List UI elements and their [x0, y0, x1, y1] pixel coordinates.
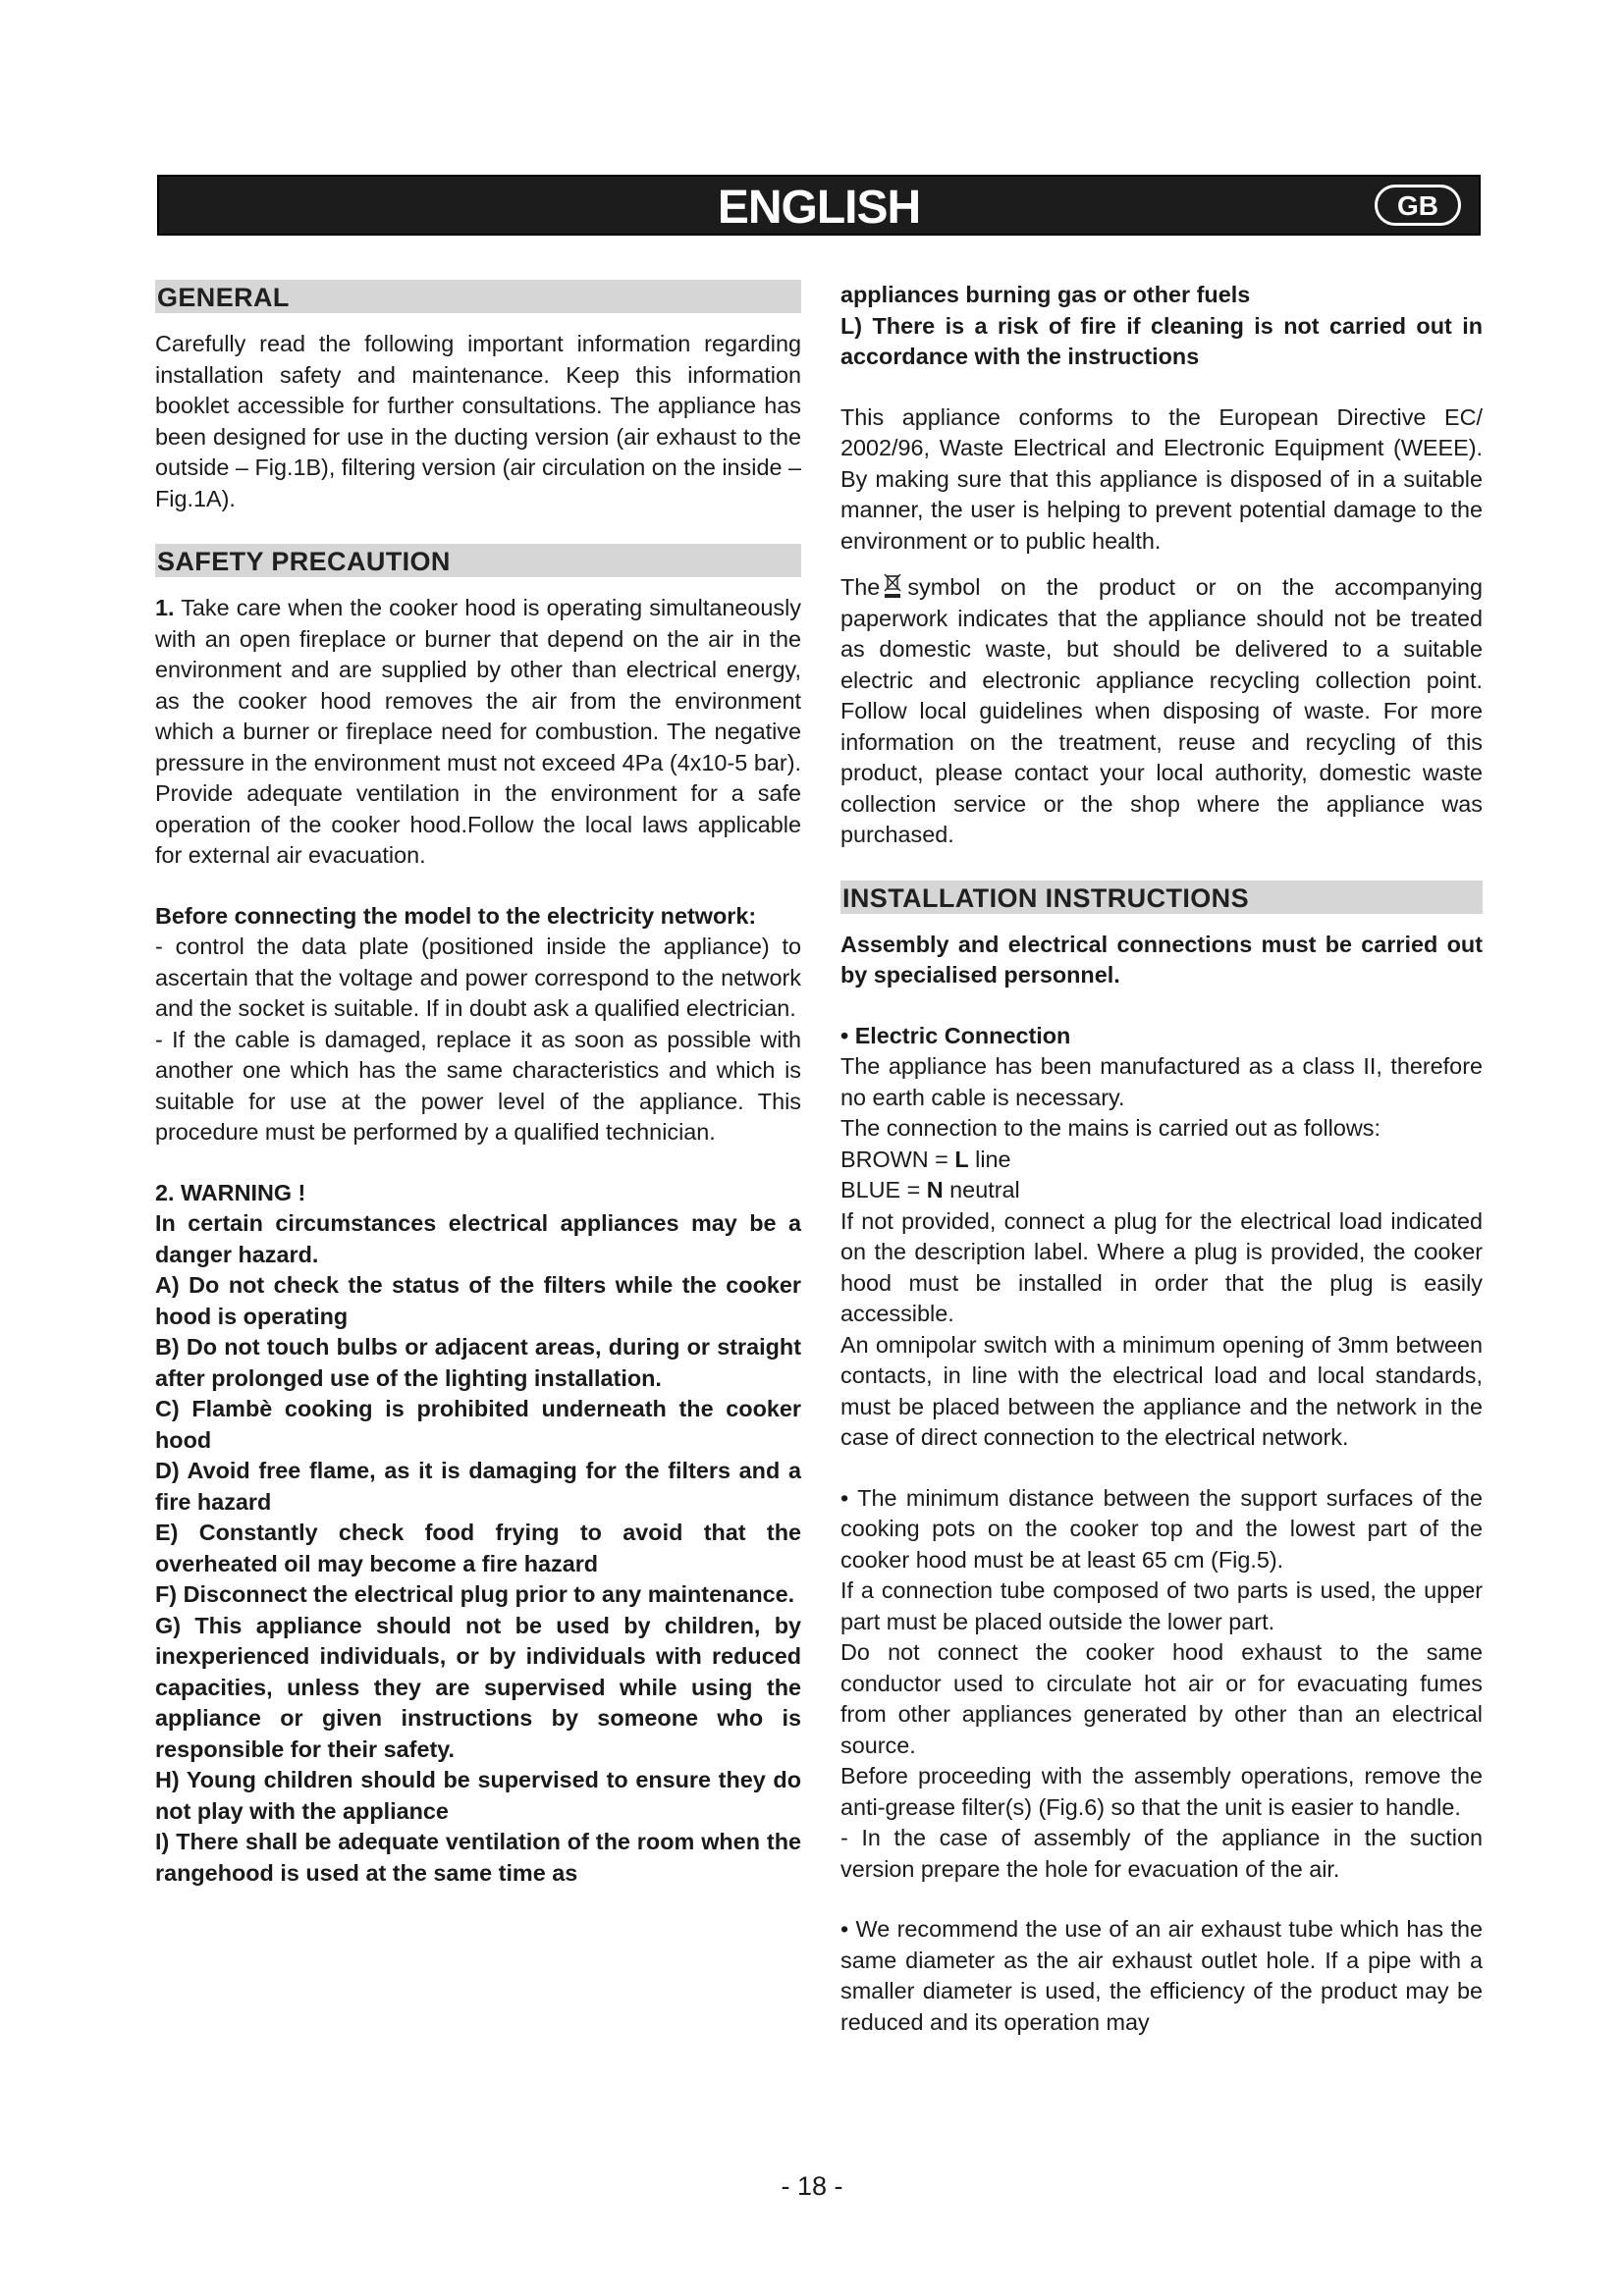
warning-continuation: appliances burning gas or other fuels	[840, 282, 1251, 307]
wire-role: neutral	[943, 1177, 1020, 1202]
left-column	[155, 280, 801, 1889]
symbol-text: symbol on the product or on the accompanying paperwork indicates that the appliance should not be treated as domestic waste, but should be delivered to a suitable electric and electronic appliance recycling collection point. Follow local guidelines when disposing of waste. For more information on the treatment, reuse and recycling of this product, please contact your local authority, domestic waste collection service or the shop where the appliance was purchased.	[840, 574, 1483, 847]
country-badge: GB	[1375, 185, 1461, 226]
assembly-notice: Assembly and electrical connections must be carried out by specialised personnel.	[840, 931, 1483, 988]
banner-title: ENGLISH	[717, 182, 921, 234]
section-header-safety: SAFETY PRECAUTION	[155, 544, 801, 577]
wire-letter: N	[926, 1177, 944, 1202]
symbol-prefix: The	[840, 574, 881, 600]
warning-item: G) This appliance should not be used by children, by inexperienced individuals, or by individuals with reduced capacities, unless they are supervised while using the appliance or given instructions by someone who is responsible for their safety.	[155, 1612, 801, 1762]
warning-item: A) Do not check the status of the filters while the cooker hood is operating	[155, 1272, 801, 1329]
warning-item: B) Do not touch bulbs or adjacent areas, during or straight after prolonged use of the lighting installation.	[155, 1334, 801, 1391]
wire-label: BROWN =	[840, 1146, 955, 1172]
warning-item: D) Avoid free flame, as it is damaging for the filters and a fire hazard	[155, 1458, 801, 1515]
distance-paragraph: If a connection tube composed of two parts is used, the upper part must be placed outside the lower part.	[840, 1577, 1483, 1634]
warning-item: C) Flambè cooking is prohibited underneath the cooker hood	[155, 1396, 801, 1453]
warning-item: F) Disconnect the electrical plug prior to any maintenance.	[155, 1581, 795, 1607]
safety-number: 1.	[155, 595, 175, 620]
page-number: - 18 -	[781, 2171, 843, 2201]
language-banner	[157, 175, 1481, 236]
section-header-installation: INSTALLATION INSTRUCTIONS	[840, 881, 1483, 914]
electric-paragraph: The appliance has been manufactured as a class II, therefore no earth cable is necessary.	[840, 1053, 1483, 1110]
warning-item: E) Constantly check food frying to avoid that the overheated oil may become a fire hazard	[155, 1520, 801, 1576]
weee-symbol-paragraph	[840, 572, 1483, 851]
distance-paragraph: • The minimum distance between the support surfaces of the cooking pots on the cooker top and the lowest part of the cooker hood must be at least 65 cm (Fig.5).	[840, 1484, 1483, 1573]
distance-paragraph: - In the case of assembly of the appliance in the suction version prepare the hole for evacuation of the air.	[840, 1825, 1483, 1882]
before-connecting-item: - If the cable is damaged, replace it as soon as possible with another one which has the same characteristics and which is suitable for use at the power level of the appliance. This procedure must be performed by a qualified technician.	[155, 1026, 801, 1145]
general-paragraph: Carefully read the following important information regarding installation safety and maintenance. Keep this information booklet accessible for further consultations. The appliance has been designed for use in the ducting version (air exhaust to the outside – Fig.1B), filtering version (air circulation on the inside – Fig.1A).	[155, 331, 801, 511]
before-connecting-item: - control the data plate (positioned inside the appliance) to ascertain that the voltage and power correspond to the network and the socket is suitable. If in doubt ask a qualified electrician.	[155, 934, 801, 1021]
electric-paragraph: The connection to the mains is carried out as follows:	[840, 1115, 1380, 1141]
electric-paragraph: If not provided, connect a plug for the electrical load indicated on the description label. Where a plug is provided, the cooker hood must be installed in order that the plug is easily accessible.	[840, 1207, 1483, 1326]
wire-role: line	[968, 1146, 1011, 1172]
weee-paragraph: This appliance conforms to the European Directive EC/ 2002/96, Waste Electrical and Electronic Equipment (WEEE). By making sure that this appliance is disposed of in a suitable manner, the user is helping to prevent potential damage to the environment or to public health.	[840, 403, 1483, 554]
distance-paragraph: Do not connect the cooker hood exhaust to the same conductor used to circulate hot air or for evacuating fumes from other appliances generated by other than an electrical source.	[840, 1639, 1483, 1758]
wire-letter: L	[954, 1146, 969, 1172]
warning-intro: In certain circumstances electrical appliances may be a danger hazard.	[155, 1210, 801, 1267]
section-header-general: GENERAL	[155, 280, 801, 313]
distance-paragraph: Before proceeding with the assembly operations, remove the anti-grease filter(s) (Fig.6) so that the unit is easier to handle.	[840, 1763, 1483, 1820]
wire-brown-line	[840, 1145, 1483, 1176]
wire-blue-line	[840, 1175, 1483, 1206]
safety-text: Take care when the cooker hood is operating simultaneously with an open fireplace or burner that depend on the air in the environment and are supplied by other than electrical energy, as the cooker hood removes the air from the environment which a burner or fireplace need for combustion. The negative pressure in the environment must not exceed 4Pa (4x10-5 bar). Provide adequate ventilation in the environment for a safe operation of the cooker hood.Follow the local laws applicable for external air evacuation.	[155, 595, 801, 868]
exhaust-tube-paragraph: • We recommend the use of an air exhaust tube which has the same diameter as the air exhaust outlet hole. If a pipe with a smaller diameter is used, the efficiency of the product may be reduced and its operation may	[840, 1916, 1483, 2035]
safety-paragraph	[155, 593, 801, 872]
warning-item: I) There shall be adequate ventilation of the room when the rangehood is used at the same time as	[155, 1829, 801, 1886]
crossed-bin-icon	[884, 573, 901, 599]
warning-item: H) Young children should be supervised to ensure they do not play with the appliance	[155, 1767, 801, 1824]
electric-connection-title: • Electric Connection	[840, 1022, 1071, 1048]
warning-title: 2. WARNING !	[155, 1179, 306, 1205]
before-connecting-title: Before connecting the model to the electricity network:	[155, 902, 757, 929]
wire-label: BLUE =	[840, 1177, 927, 1202]
warning-item: L) There is a risk of fire if cleaning is not carried out in accordance with the instructions	[840, 312, 1483, 369]
right-column	[840, 280, 1483, 2038]
electric-paragraph: An omnipolar switch with a minimum opening of 3mm between contacts, in line with the electrical load and local standards, must be placed between the appliance and the network in the case of direct connection to the electrical network.	[840, 1331, 1483, 1450]
